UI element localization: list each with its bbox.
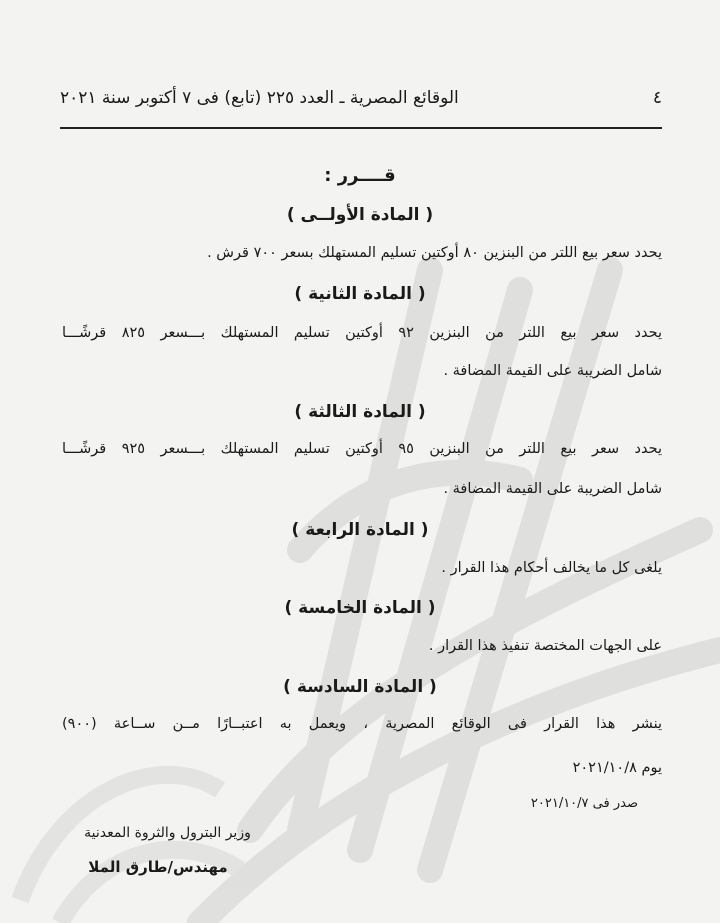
publication-line: الوقائع المصرية ـ العدد ٢٢٥ (تابع) فى ٧ أكتوبر سنة ٢٠٢١: [60, 88, 459, 108]
article-6-heading: ( المادة السادسة ): [283, 677, 437, 697]
article-3-heading: ( المادة الثالثة ): [294, 402, 426, 422]
article-1-text: يحدد سعر بيع اللتر من البنزين ٨٠ أوكتين تسليم المستهلك بسعر ٧٠٠ قرش .: [207, 245, 662, 261]
decree-title: قــــرر :: [324, 165, 396, 186]
page-header: [60, 88, 662, 108]
header-rule: [60, 127, 662, 129]
article-2-text-line-1: يحدد سعر بيع اللتر من البنزين ٩٢ أوكتين تسليم المستهلك بـــسعر ٨٢٥ قرشًـــا: [62, 325, 662, 341]
issue-date: صدر فى ٢٠٢١/١٠/٧: [530, 796, 638, 811]
article-2-heading: ( المادة الثانية ): [294, 284, 426, 304]
article-4-text: يلغى كل ما يخالف أحكام هذا القرار .: [441, 560, 662, 576]
article-5-heading: ( المادة الخامسة ): [284, 598, 436, 618]
article-4-heading: ( المادة الرابعة ): [291, 520, 429, 540]
article-5-text: على الجهات المختصة تنفيذ هذا القرار .: [428, 638, 662, 654]
article-6-text-line-2: يوم ٢٠٢١/١٠/٨: [572, 760, 662, 776]
article-1-heading: ( المادة الأولــى ): [286, 205, 434, 225]
article-2-text-line-2: شامل الضريبة على القيمة المضافة .: [443, 363, 662, 379]
signer-name: مهندس/طارق الملا: [88, 858, 228, 876]
article-3-text-line-1: يحدد سعر بيع اللتر من البنزين ٩٥ أوكتين تسليم المستهلك بـــسعر ٩٢٥ قرشًـــا: [62, 441, 662, 457]
page-number: ٤: [652, 88, 662, 108]
minister-title: وزير البترول والثروة المعدنية: [84, 825, 251, 841]
article-3-text-line-2: شامل الضريبة على القيمة المضافة .: [443, 481, 662, 497]
article-6-text-line-1: ينشر هذا القرار فى الوقائع المصرية ، ويعمل به اعتبــارًا مــن ســاعة (٩٠٠): [62, 716, 662, 732]
